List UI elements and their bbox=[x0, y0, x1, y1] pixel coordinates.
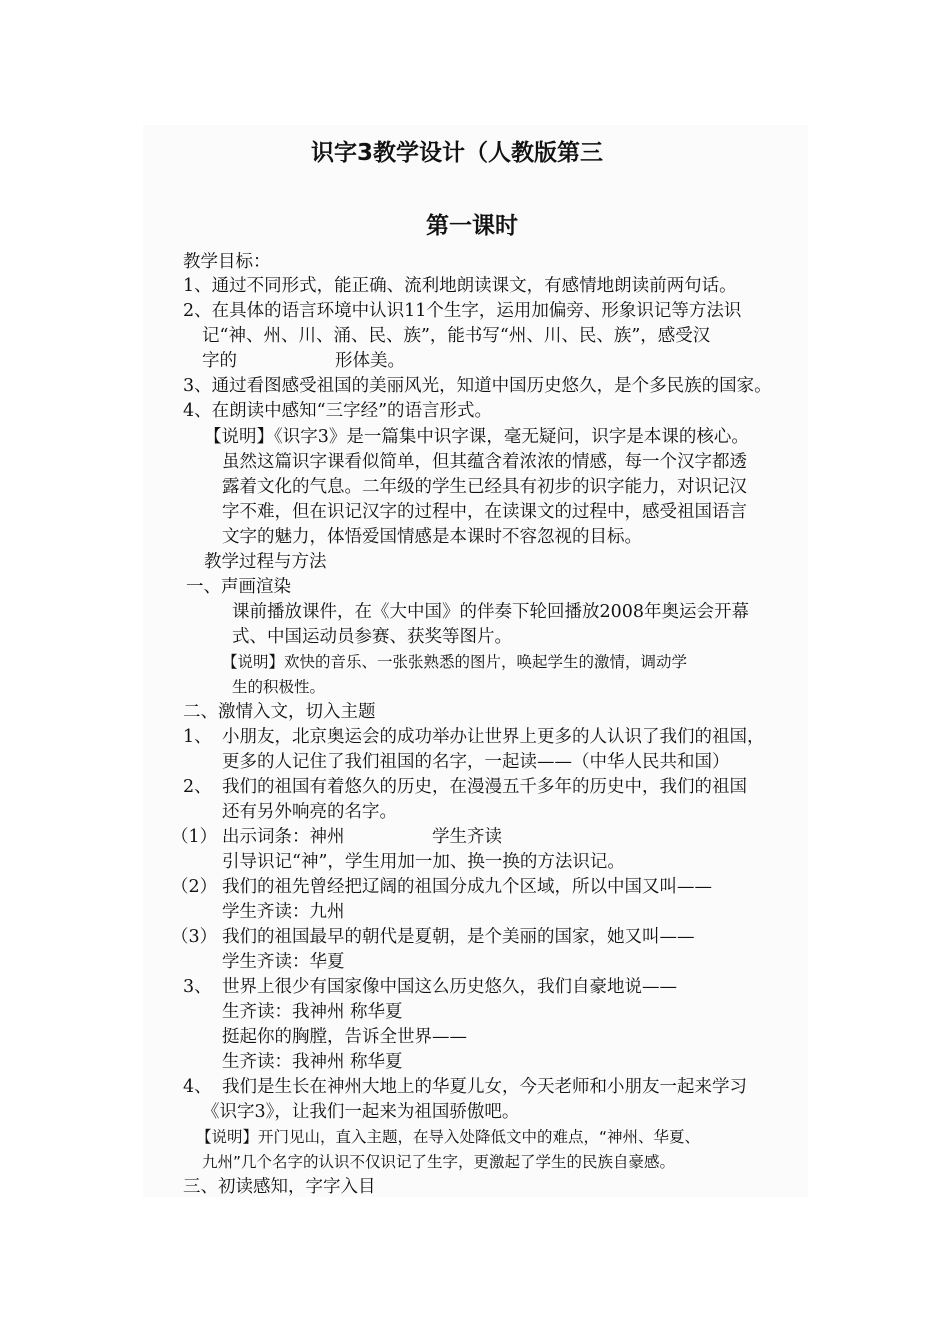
body-line: 生齐读：我神州 称华夏 bbox=[222, 1052, 403, 1072]
item-number: 3、 bbox=[183, 977, 212, 997]
body-line: 世界上很少有国家像中国这么历史悠久，我们自豪地说—— bbox=[222, 977, 677, 997]
item-number: 2、 bbox=[183, 777, 212, 797]
section-heading: 一、声画渲染 bbox=[186, 577, 291, 597]
body-line: 《识字3》，让我们一起来为祖国骄傲吧。 bbox=[202, 1102, 520, 1122]
note-paragraph: 【说明】开门见山，直入主题，在导入处降低文中的难点，“神州、华夏、 bbox=[196, 1128, 701, 1146]
note-paragraph: 【说明】《识字3》是一篇集中识字课，毫无疑问，识字是本课的核心。 bbox=[204, 427, 749, 447]
body-line: 我们是生长在神州大地上的华夏儿女，今天老师和小朋友一起来学习 bbox=[222, 1077, 747, 1097]
section-heading: 三、初读感知，字字入目 bbox=[183, 1177, 376, 1197]
goal-line: 3、通过看图感受祖国的美丽风光，知道中国历史悠久，是个多民族的国家。 bbox=[183, 376, 772, 396]
goal-line: 字的 bbox=[202, 351, 237, 371]
note-paragraph: 【说明】欢快的音乐、一张张熟悉的图片，唤起学生的激情，调动学 bbox=[222, 653, 688, 671]
body-line: 更多的人记住了我们祖国的名字，一起读——（中华人民共和国） bbox=[222, 752, 730, 772]
goal-line: 形体美。 bbox=[335, 351, 405, 371]
goal-line: 2、在具体的语言环境中认识11个生字，运用加偏旁、形象识记等方法识 bbox=[183, 301, 742, 321]
item-number: 1、 bbox=[183, 727, 212, 747]
body-line: 小朋友，北京奥运会的成功举办让世界上更多的人认识了我们的祖国， bbox=[222, 727, 765, 747]
item-number: （2） bbox=[171, 877, 218, 897]
section-heading: 二、激情入文，切入主题 bbox=[183, 702, 376, 722]
note-paragraph: 字不难，但在识记汉字的过程中，在读课文的过程中，感受祖国语言 bbox=[222, 502, 747, 522]
goal-line: 记“神、州、川、涌、民、族”，能书写“州、川、民、族”，感受汉 bbox=[202, 326, 711, 346]
process-heading: 教学过程与方法 bbox=[204, 552, 327, 572]
body-line: 出示词条：神州 bbox=[222, 827, 345, 847]
body-line: 挺起你的胸膛，告诉全世界—— bbox=[222, 1027, 467, 1047]
note-paragraph: 文字的魅力，体悟爱国情感是本课时不容忽视的目标。 bbox=[222, 527, 642, 547]
body-line: 我们的祖国最早的朝代是夏朝，是个美丽的国家，她又叫—— bbox=[222, 927, 695, 947]
body-line: 式、中国运动员参赛、获奖等图片。 bbox=[232, 627, 512, 647]
goal-line: 1、通过不同形式，能正确、流利地朗读课文，有感情地朗读前两句话。 bbox=[183, 276, 737, 296]
item-number: （3） bbox=[171, 927, 218, 947]
note-paragraph: 九州”几个名字的认识不仅识记了生字，更激起了学生的民族自豪感。 bbox=[202, 1153, 676, 1171]
note-paragraph: 虽然这篇识字课看似简单，但其蕴含着浓浓的情感，每一个汉字都透 bbox=[222, 452, 747, 472]
lesson-subtitle: 第一课时 bbox=[426, 213, 518, 239]
body-line: 引导识记“神”，学生用加一加、换一换的方法识记。 bbox=[222, 852, 625, 872]
body-line: 学生齐读：华夏 bbox=[222, 952, 345, 972]
body-line: 课前播放课件，在《大中国》的伴奏下轮回播放2008年奥运会开幕 bbox=[232, 602, 750, 622]
document-title: 识字3教学设计（人教版第三 bbox=[311, 140, 604, 166]
body-line: 生齐读：我神州 称华夏 bbox=[222, 1002, 403, 1022]
note-paragraph: 露着文化的气息。二年级的学生已经具有初步的识字能力，对识记汉 bbox=[222, 477, 747, 497]
body-line: 学生齐读：九州 bbox=[222, 902, 345, 922]
goals-heading: 教学目标： bbox=[183, 252, 271, 272]
body-line: 我们的祖先曾经把辽阔的祖国分成九个区域，所以中国又叫—— bbox=[222, 877, 712, 897]
body-line: 还有另外响亮的名字。 bbox=[222, 802, 397, 822]
body-line: 学生齐读 bbox=[432, 827, 502, 847]
goal-line: 4、在朗读中感知“三字经”的语言形式。 bbox=[183, 401, 493, 421]
note-paragraph: 生的积极性。 bbox=[232, 678, 326, 696]
body-line: 我们的祖国有着悠久的历史，在漫漫五千多年的历史中，我们的祖国 bbox=[222, 777, 747, 797]
item-number: 4、 bbox=[183, 1077, 212, 1097]
item-number: （1） bbox=[171, 827, 218, 847]
